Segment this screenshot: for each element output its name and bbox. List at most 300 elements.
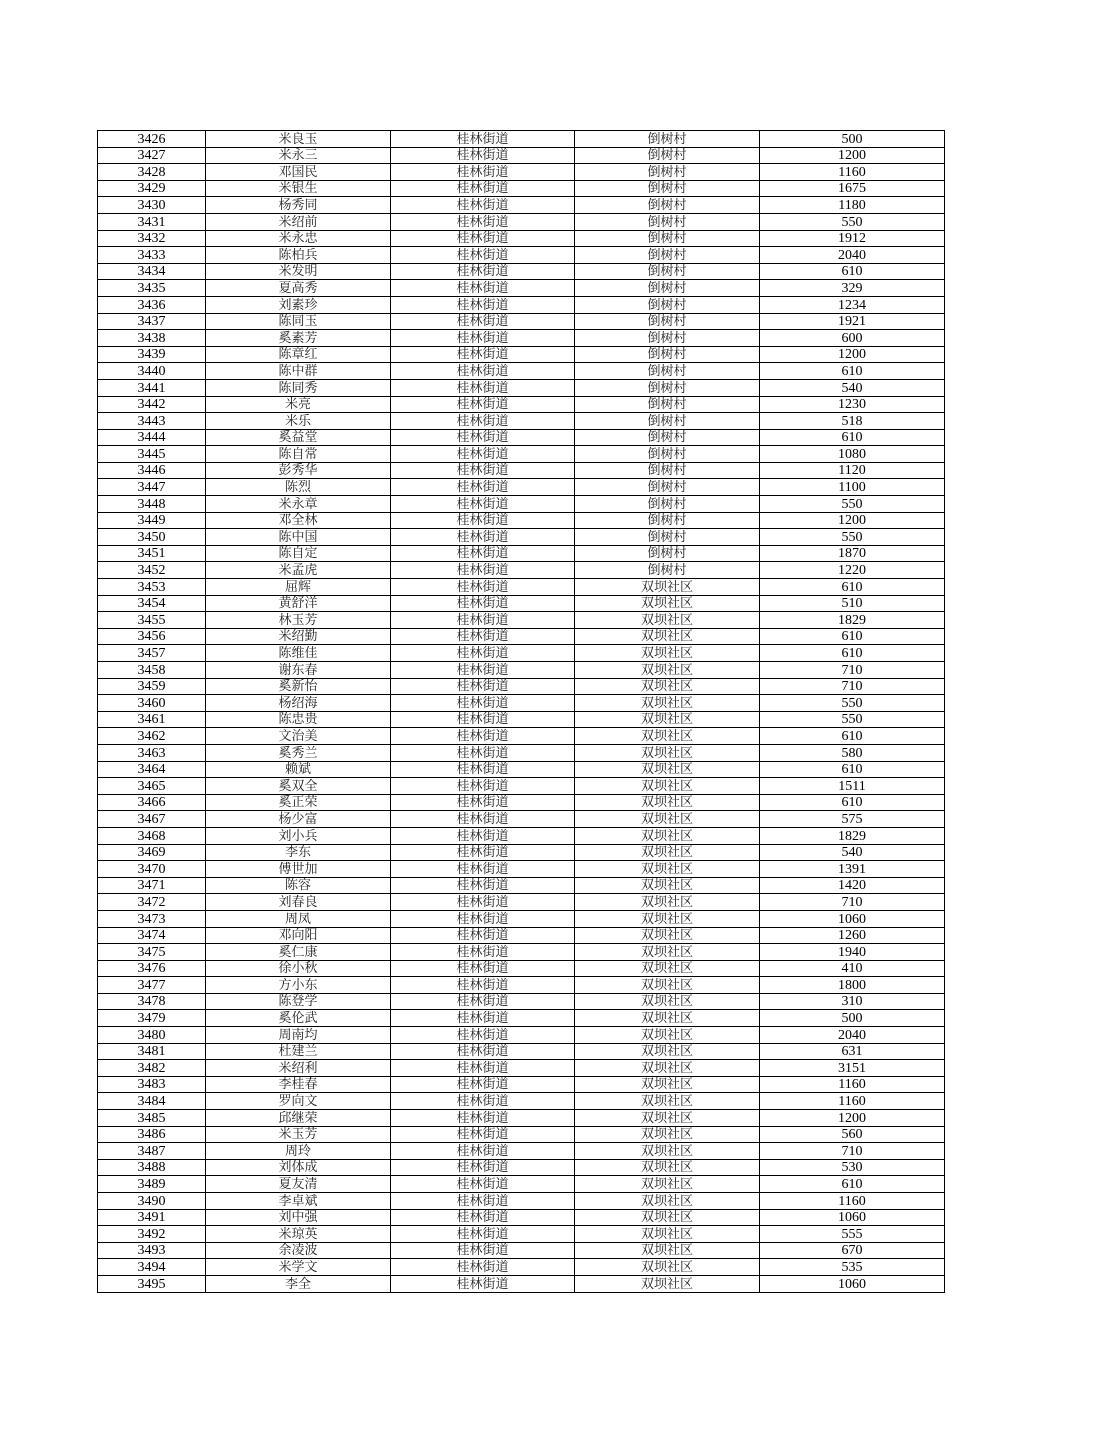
table-row — [98, 263, 945, 280]
name-cell: 米绍勤 — [206, 628, 391, 645]
street-cell: 桂林街道 — [391, 1176, 575, 1193]
street-cell: 桂林街道 — [391, 861, 575, 878]
village-cell: 双坝社区 — [575, 977, 760, 994]
street-cell: 桂林街道 — [391, 579, 575, 596]
village-cell: 倒树村 — [575, 296, 760, 313]
row-number-cell: 3455 — [98, 612, 206, 629]
name-cell: 米永三 — [206, 147, 391, 164]
amount-cell: 1234 — [760, 296, 945, 313]
name-cell: 陈忠贵 — [206, 711, 391, 728]
row-number-cell: 3454 — [98, 595, 206, 612]
name-cell: 米发明 — [206, 263, 391, 280]
table-row — [98, 960, 945, 977]
data-table — [97, 130, 945, 1293]
amount-cell: 540 — [760, 379, 945, 396]
village-cell: 双坝社区 — [575, 595, 760, 612]
street-cell: 桂林街道 — [391, 711, 575, 728]
row-number-cell: 3482 — [98, 1060, 206, 1077]
amount-cell: 610 — [760, 761, 945, 778]
street-cell: 桂林街道 — [391, 346, 575, 363]
row-number-cell: 3430 — [98, 197, 206, 214]
amount-cell: 610 — [760, 429, 945, 446]
amount-cell: 1160 — [760, 1193, 945, 1210]
street-cell: 桂林街道 — [391, 263, 575, 280]
name-cell: 李卓斌 — [206, 1193, 391, 1210]
amount-cell: 1200 — [760, 1110, 945, 1127]
street-cell: 桂林街道 — [391, 1060, 575, 1077]
amount-cell: 1060 — [760, 1275, 945, 1292]
amount-cell: 550 — [760, 496, 945, 513]
name-cell: 李东 — [206, 844, 391, 861]
row-number-cell: 3468 — [98, 827, 206, 844]
row-number-cell: 3448 — [98, 496, 206, 513]
amount-cell: 610 — [760, 628, 945, 645]
street-cell: 桂林街道 — [391, 811, 575, 828]
name-cell: 杨绍海 — [206, 695, 391, 712]
village-cell: 倒树村 — [575, 263, 760, 280]
table-row — [98, 794, 945, 811]
row-number-cell: 3450 — [98, 529, 206, 546]
table-row — [98, 197, 945, 214]
name-cell: 余凌波 — [206, 1242, 391, 1259]
row-number-cell: 3449 — [98, 512, 206, 529]
row-number-cell: 3474 — [98, 927, 206, 944]
village-cell: 双坝社区 — [575, 628, 760, 645]
street-cell: 桂林街道 — [391, 429, 575, 446]
amount-cell: 1080 — [760, 446, 945, 463]
row-number-cell: 3485 — [98, 1110, 206, 1127]
table-row — [98, 678, 945, 695]
street-cell: 桂林街道 — [391, 1027, 575, 1044]
amount-cell: 1160 — [760, 1093, 945, 1110]
street-cell: 桂林街道 — [391, 379, 575, 396]
table-row — [98, 1027, 945, 1044]
street-cell: 桂林街道 — [391, 363, 575, 380]
name-cell: 米亮 — [206, 396, 391, 413]
table-row — [98, 346, 945, 363]
village-cell: 双坝社区 — [575, 645, 760, 662]
name-cell: 陈烈 — [206, 479, 391, 496]
table-row — [98, 662, 945, 679]
village-cell: 双坝社区 — [575, 1010, 760, 1027]
table-row — [98, 761, 945, 778]
village-cell: 双坝社区 — [575, 1226, 760, 1243]
name-cell: 文治美 — [206, 728, 391, 745]
amount-cell: 1180 — [760, 197, 945, 214]
table-row — [98, 1226, 945, 1243]
village-cell: 倒树村 — [575, 529, 760, 546]
village-cell: 双坝社区 — [575, 894, 760, 911]
street-cell: 桂林街道 — [391, 247, 575, 264]
village-cell: 双坝社区 — [575, 761, 760, 778]
table-row — [98, 296, 945, 313]
row-number-cell: 3440 — [98, 363, 206, 380]
street-cell: 桂林街道 — [391, 1275, 575, 1292]
row-number-cell: 3460 — [98, 695, 206, 712]
name-cell: 周凤 — [206, 910, 391, 927]
village-cell: 倒树村 — [575, 479, 760, 496]
row-number-cell: 3470 — [98, 861, 206, 878]
table-row — [98, 595, 945, 612]
village-cell: 倒树村 — [575, 446, 760, 463]
street-cell: 桂林街道 — [391, 230, 575, 247]
village-cell: 双坝社区 — [575, 827, 760, 844]
table-row — [98, 1043, 945, 1060]
table-row — [98, 413, 945, 430]
table-row — [98, 213, 945, 230]
table-row — [98, 131, 945, 148]
amount-cell: 610 — [760, 1176, 945, 1193]
row-number-cell: 3461 — [98, 711, 206, 728]
name-cell: 邓向阳 — [206, 927, 391, 944]
table-row — [98, 1060, 945, 1077]
amount-cell: 329 — [760, 280, 945, 297]
village-cell: 倒树村 — [575, 230, 760, 247]
amount-cell: 610 — [760, 794, 945, 811]
table-row — [98, 1076, 945, 1093]
table-row — [98, 1193, 945, 1210]
table-row — [98, 379, 945, 396]
village-cell: 双坝社区 — [575, 1242, 760, 1259]
name-cell: 屈辉 — [206, 579, 391, 596]
amount-cell: 1829 — [760, 612, 945, 629]
row-number-cell: 3486 — [98, 1126, 206, 1143]
village-cell: 双坝社区 — [575, 944, 760, 961]
row-number-cell: 3445 — [98, 446, 206, 463]
village-cell: 双坝社区 — [575, 910, 760, 927]
name-cell: 刘小兵 — [206, 827, 391, 844]
table-row — [98, 180, 945, 197]
table-row — [98, 462, 945, 479]
amount-cell: 710 — [760, 678, 945, 695]
street-cell: 桂林街道 — [391, 131, 575, 148]
row-number-cell: 3465 — [98, 778, 206, 795]
village-cell: 双坝社区 — [575, 1209, 760, 1226]
village-cell: 双坝社区 — [575, 744, 760, 761]
row-number-cell: 3491 — [98, 1209, 206, 1226]
row-number-cell: 3489 — [98, 1176, 206, 1193]
row-number-cell: 3453 — [98, 579, 206, 596]
table-row — [98, 877, 945, 894]
street-cell: 桂林街道 — [391, 827, 575, 844]
table-row — [98, 562, 945, 579]
amount-cell: 610 — [760, 263, 945, 280]
street-cell: 桂林街道 — [391, 1193, 575, 1210]
amount-cell: 575 — [760, 811, 945, 828]
name-cell: 陈中国 — [206, 529, 391, 546]
row-number-cell: 3444 — [98, 429, 206, 446]
amount-cell: 560 — [760, 1126, 945, 1143]
village-cell: 双坝社区 — [575, 794, 760, 811]
village-cell: 双坝社区 — [575, 1193, 760, 1210]
table-row — [98, 1126, 945, 1143]
name-cell: 邓全林 — [206, 512, 391, 529]
row-number-cell: 3473 — [98, 910, 206, 927]
street-cell: 桂林街道 — [391, 628, 575, 645]
amount-cell: 610 — [760, 645, 945, 662]
amount-cell: 1100 — [760, 479, 945, 496]
row-number-cell: 3479 — [98, 1010, 206, 1027]
table-row — [98, 695, 945, 712]
row-number-cell: 3456 — [98, 628, 206, 645]
street-cell: 桂林街道 — [391, 396, 575, 413]
street-cell: 桂林街道 — [391, 479, 575, 496]
row-number-cell: 3451 — [98, 545, 206, 562]
amount-cell: 550 — [760, 213, 945, 230]
name-cell: 陈同秀 — [206, 379, 391, 396]
village-cell: 双坝社区 — [575, 579, 760, 596]
row-number-cell: 3435 — [98, 280, 206, 297]
amount-cell: 540 — [760, 844, 945, 861]
name-cell: 杨秀同 — [206, 197, 391, 214]
village-cell: 双坝社区 — [575, 728, 760, 745]
row-number-cell: 3432 — [98, 230, 206, 247]
street-cell: 桂林街道 — [391, 695, 575, 712]
amount-cell: 550 — [760, 695, 945, 712]
name-cell: 周玲 — [206, 1143, 391, 1160]
village-cell: 双坝社区 — [575, 861, 760, 878]
row-number-cell: 3495 — [98, 1275, 206, 1292]
name-cell: 奚伦武 — [206, 1010, 391, 1027]
street-cell: 桂林街道 — [391, 977, 575, 994]
row-number-cell: 3446 — [98, 462, 206, 479]
street-cell: 桂林街道 — [391, 296, 575, 313]
row-number-cell: 3487 — [98, 1143, 206, 1160]
table-row — [98, 612, 945, 629]
street-cell: 桂林街道 — [391, 778, 575, 795]
row-number-cell: 3459 — [98, 678, 206, 695]
amount-cell: 1200 — [760, 147, 945, 164]
street-cell: 桂林街道 — [391, 728, 575, 745]
name-cell: 陈维佳 — [206, 645, 391, 662]
village-cell: 双坝社区 — [575, 1110, 760, 1127]
name-cell: 夏高秀 — [206, 280, 391, 297]
row-number-cell: 3480 — [98, 1027, 206, 1044]
row-number-cell: 3447 — [98, 479, 206, 496]
table-row — [98, 927, 945, 944]
village-cell: 倒树村 — [575, 545, 760, 562]
row-number-cell: 3467 — [98, 811, 206, 828]
name-cell: 米绍利 — [206, 1060, 391, 1077]
street-cell: 桂林街道 — [391, 744, 575, 761]
amount-cell: 1829 — [760, 827, 945, 844]
table-row — [98, 844, 945, 861]
amount-cell: 310 — [760, 993, 945, 1010]
village-cell: 倒树村 — [575, 313, 760, 330]
row-number-cell: 3466 — [98, 794, 206, 811]
table-row — [98, 147, 945, 164]
village-cell: 倒树村 — [575, 147, 760, 164]
amount-cell: 710 — [760, 1143, 945, 1160]
row-number-cell: 3493 — [98, 1242, 206, 1259]
village-cell: 双坝社区 — [575, 662, 760, 679]
table-row — [98, 1010, 945, 1027]
amount-cell: 1220 — [760, 562, 945, 579]
name-cell: 刘中强 — [206, 1209, 391, 1226]
village-cell: 倒树村 — [575, 462, 760, 479]
name-cell: 奚新怡 — [206, 678, 391, 695]
row-number-cell: 3463 — [98, 744, 206, 761]
name-cell: 陈中群 — [206, 363, 391, 380]
village-cell: 双坝社区 — [575, 612, 760, 629]
row-number-cell: 3439 — [98, 346, 206, 363]
street-cell: 桂林街道 — [391, 1043, 575, 1060]
street-cell: 桂林街道 — [391, 330, 575, 347]
amount-cell: 1675 — [760, 180, 945, 197]
table-row — [98, 1159, 945, 1176]
village-cell: 双坝社区 — [575, 1259, 760, 1276]
street-cell: 桂林街道 — [391, 313, 575, 330]
row-number-cell: 3472 — [98, 894, 206, 911]
name-cell: 刘素珍 — [206, 296, 391, 313]
street-cell: 桂林街道 — [391, 662, 575, 679]
amount-cell: 535 — [760, 1259, 945, 1276]
name-cell: 米孟虎 — [206, 562, 391, 579]
street-cell: 桂林街道 — [391, 595, 575, 612]
amount-cell: 710 — [760, 662, 945, 679]
table-row — [98, 811, 945, 828]
name-cell: 邓国民 — [206, 164, 391, 181]
street-cell: 桂林街道 — [391, 844, 575, 861]
village-cell: 双坝社区 — [575, 711, 760, 728]
street-cell: 桂林街道 — [391, 512, 575, 529]
street-cell: 桂林街道 — [391, 1143, 575, 1160]
amount-cell: 1870 — [760, 545, 945, 562]
street-cell: 桂林街道 — [391, 147, 575, 164]
amount-cell: 550 — [760, 529, 945, 546]
table-row — [98, 280, 945, 297]
name-cell: 奚益堂 — [206, 429, 391, 446]
row-number-cell: 3458 — [98, 662, 206, 679]
row-number-cell: 3457 — [98, 645, 206, 662]
name-cell: 米学文 — [206, 1259, 391, 1276]
table-row — [98, 247, 945, 264]
amount-cell: 610 — [760, 579, 945, 596]
table-row — [98, 1275, 945, 1292]
name-cell: 米乐 — [206, 413, 391, 430]
table-row — [98, 910, 945, 927]
table-row — [98, 993, 945, 1010]
row-number-cell: 3441 — [98, 379, 206, 396]
village-cell: 双坝社区 — [575, 960, 760, 977]
name-cell: 米玉芳 — [206, 1126, 391, 1143]
name-cell: 方小东 — [206, 977, 391, 994]
row-number-cell: 3484 — [98, 1093, 206, 1110]
amount-cell: 1912 — [760, 230, 945, 247]
street-cell: 桂林街道 — [391, 1076, 575, 1093]
table-body — [98, 131, 945, 1293]
table-row — [98, 545, 945, 562]
amount-cell: 2040 — [760, 247, 945, 264]
street-cell: 桂林街道 — [391, 877, 575, 894]
name-cell: 陈自定 — [206, 545, 391, 562]
name-cell: 陈柏兵 — [206, 247, 391, 264]
village-cell: 倒树村 — [575, 330, 760, 347]
street-cell: 桂林街道 — [391, 894, 575, 911]
amount-cell: 1260 — [760, 927, 945, 944]
name-cell: 奚双全 — [206, 778, 391, 795]
table-row — [98, 628, 945, 645]
street-cell: 桂林街道 — [391, 1242, 575, 1259]
village-cell: 双坝社区 — [575, 877, 760, 894]
village-cell: 双坝社区 — [575, 927, 760, 944]
table-row — [98, 363, 945, 380]
table-row — [98, 1209, 945, 1226]
street-cell: 桂林街道 — [391, 794, 575, 811]
street-cell: 桂林街道 — [391, 1259, 575, 1276]
name-cell: 陈自常 — [206, 446, 391, 463]
name-cell: 邱继荣 — [206, 1110, 391, 1127]
table-row — [98, 728, 945, 745]
street-cell: 桂林街道 — [391, 960, 575, 977]
village-cell: 双坝社区 — [575, 778, 760, 795]
village-cell: 双坝社区 — [575, 1060, 760, 1077]
table-row — [98, 496, 945, 513]
table-row — [98, 330, 945, 347]
row-number-cell: 3436 — [98, 296, 206, 313]
name-cell: 林玉芳 — [206, 612, 391, 629]
table-row — [98, 1110, 945, 1127]
village-cell: 倒树村 — [575, 496, 760, 513]
amount-cell: 555 — [760, 1226, 945, 1243]
table-row — [98, 645, 945, 662]
table-row — [98, 1259, 945, 1276]
street-cell: 桂林街道 — [391, 529, 575, 546]
village-cell: 双坝社区 — [575, 1093, 760, 1110]
village-cell: 倒树村 — [575, 197, 760, 214]
row-number-cell: 3494 — [98, 1259, 206, 1276]
name-cell: 陈容 — [206, 877, 391, 894]
village-cell: 倒树村 — [575, 131, 760, 148]
amount-cell: 610 — [760, 363, 945, 380]
amount-cell: 500 — [760, 1010, 945, 1027]
table-row — [98, 479, 945, 496]
table-row — [98, 396, 945, 413]
table-row — [98, 1143, 945, 1160]
row-number-cell: 3492 — [98, 1226, 206, 1243]
village-cell: 双坝社区 — [575, 1159, 760, 1176]
name-cell: 陈同玉 — [206, 313, 391, 330]
street-cell: 桂林街道 — [391, 180, 575, 197]
village-cell: 倒树村 — [575, 247, 760, 264]
street-cell: 桂林街道 — [391, 1159, 575, 1176]
name-cell: 彭秀华 — [206, 462, 391, 479]
row-number-cell: 3488 — [98, 1159, 206, 1176]
name-cell: 陈登学 — [206, 993, 391, 1010]
row-number-cell: 3483 — [98, 1076, 206, 1093]
name-cell: 米良玉 — [206, 131, 391, 148]
village-cell: 倒树村 — [575, 180, 760, 197]
row-number-cell: 3438 — [98, 330, 206, 347]
village-cell: 双坝社区 — [575, 1143, 760, 1160]
street-cell: 桂林街道 — [391, 280, 575, 297]
name-cell: 谢东春 — [206, 662, 391, 679]
name-cell: 黄舒洋 — [206, 595, 391, 612]
amount-cell: 580 — [760, 744, 945, 761]
name-cell: 李全 — [206, 1275, 391, 1292]
street-cell: 桂林街道 — [391, 612, 575, 629]
village-cell: 双坝社区 — [575, 844, 760, 861]
row-number-cell: 3433 — [98, 247, 206, 264]
street-cell: 桂林街道 — [391, 1126, 575, 1143]
amount-cell: 1420 — [760, 877, 945, 894]
amount-cell: 410 — [760, 960, 945, 977]
street-cell: 桂林街道 — [391, 462, 575, 479]
amount-cell: 1060 — [760, 910, 945, 927]
table-row — [98, 429, 945, 446]
row-number-cell: 3442 — [98, 396, 206, 413]
village-cell: 倒树村 — [575, 164, 760, 181]
